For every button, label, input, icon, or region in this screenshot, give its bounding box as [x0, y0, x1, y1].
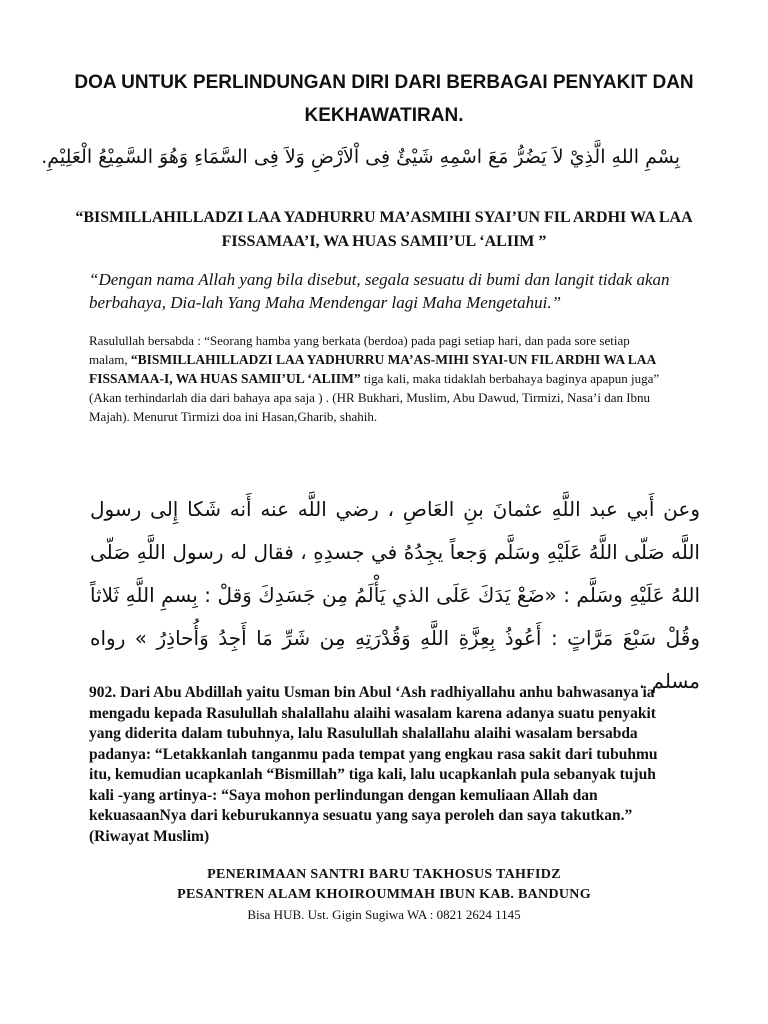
hadith-text-1: Rasulullah bersabda : “Seorang hamba yang berkata (berdoa) pada pagi setiap hari, dan pada sore setiap malam,: [89, 333, 630, 367]
footer: [60, 865, 708, 925]
page-title: DOA UNTUK PERLINDUNGAN DIRI DARI BERBAGAI PENYAKIT DAN KEKHAWATIRAN.: [74, 72, 694, 126]
hadith-text-2: tiga kali, maka tidaklah berbahaya baginya apapun juga” (Akan terhindarlah dia dari bahaya apa saja ) . (HR Bukhari, Muslim, Abu Dawud, Tirmizi, Nasa’i dan Ibnu Majah). Menurut Tirmizi doa ini Hasan,Gharib, shahih.: [89, 371, 660, 424]
arabic-doa: بِسْمِ اللهِ الَّذِيْ لاَ يَضُرُّ مَعَ اسْمِهِ شَيْئٌ فِى اْلاَرْضِ وَلاَ فِى السَّمَاءِ وَهُوَ السَّمِيْعُ الْعَلِيْمِ.: [41, 146, 680, 168]
riwayat-paragraph: 902. Dari Abu Abdillah yaitu Usman bin Abul ‘Ash radhiyallahu anhu bahwasanya ia mengadu kepada Rasulullah shalallahu alaihi wasalam karena adanya suatu penyakit yang diderita dalam tubuhnya, lalu Rasulullah shalallahu alaihi wasalam bersabda padanya: “Letakkanlah tanganmu pada tempat yang engkau rasa sakit dari tubuhmu itu, kemudian ucapkanlah “Bismillah” tiga kali, lalu ucapkanlah pula sebanyak tujuh kali -yang artinya-: “Saya mohon perlindungan dengan kemuliaan Allah dan kekuasaanNya dari keburukannya sesuatu yang saya peroleh dan saya takutkan.” (Riwayat Muslim): [89, 684, 658, 845]
doa-meaning: “Dengan nama Allah yang bila disebut, segala sesuatu di bumi dan langit tidak akan berbahaya, Dia-lah Yang Maha Mendengar lagi Maha Mengetahui.”: [89, 270, 670, 312]
hadith-bold-doa: “BISMILLAHILLADZI LAA YADHURRU MA’AS-MIHI SYAI-UN FIL ARDHI WA LAA FISSAMAA-I, WA HUAS SAMII’UL ‘ALIIM”: [89, 352, 656, 386]
hadith-paragraph: [89, 331, 664, 426]
arabic-hadith: وعن أَبي عبد اللَّهِ عثمانَ بنِ العَاصِ ، رضي اللَّه عنه أَنه شَكا إِلى رسول اللَّه صَلّى اللَّهُ عَلَيْهِ وسَلَّم وَجعاً يجِدُهُ في جسدِهِ ، فقال له رسول اللَّهِ صَلّى اللهُ عَلَيْهِ وسَلَّم : «ضَعْ يَدَكَ عَلَى الذي يَأْلَمُ مِن جَسَدِكَ وَقلْ : بِسمِ اللَّهِ ثَلاثاً وقُلْ سَبْعَ مَرَّاتٍ : أَعُوذُ بِعِزَّةِ اللَّهِ وَقُدْرَتِهِ مِن شَرِّ مَا أَجِدُ وَأُحاذِرُ » رواه مسلم .: [90, 497, 700, 693]
footer-line-2: PESANTREN ALAM KHOIROUMMAH IBUN KAB. BANDUNG: [177, 887, 591, 902]
footer-line-1: PENERIMAAN SANTRI BARU TAKHOSUS TAHFIDZ: [207, 867, 561, 882]
footer-contact: Bisa HUB. Ust. Gigin Sugiwa WA : 0821 2624 1145: [247, 907, 521, 922]
doa-transliteration: “BISMILLAHILLADZI LAA YADHURRU MA’ASMIHI SYAI’UN FIL ARDHI WA LAA FISSAMAA’I, WA HUAS SAMII’UL ‘ALIIM ”: [75, 209, 693, 250]
